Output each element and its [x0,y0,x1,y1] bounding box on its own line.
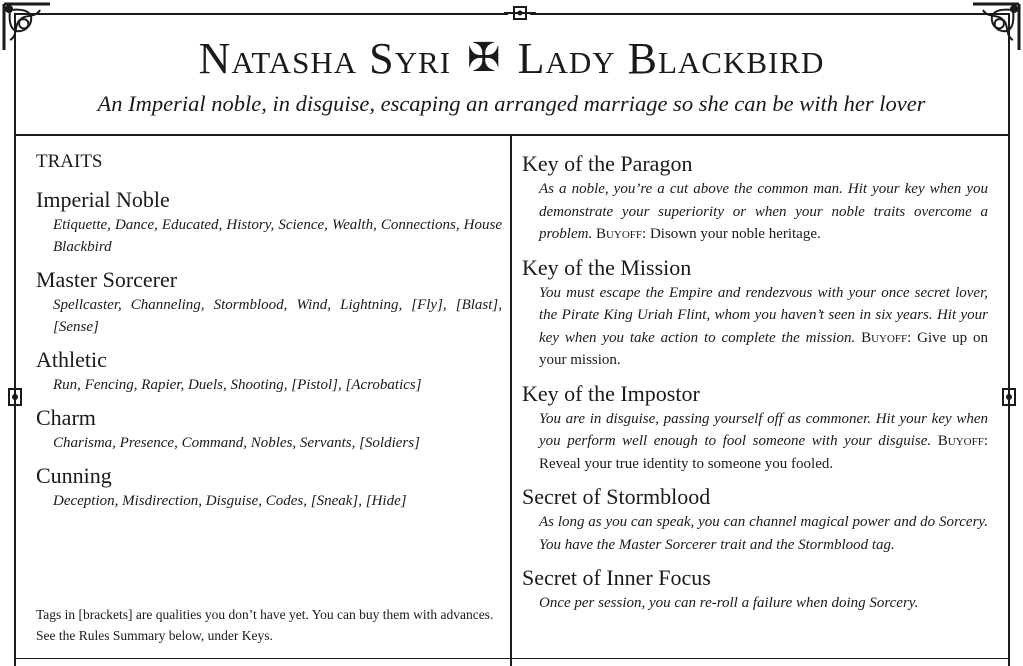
key-body [539,282,988,372]
right-side-ornament [997,375,1021,419]
trait-tags: Spellcaster, Channeling, Stormblood, Wind, Lightning, [Fly], [Blast], [Sense] [53,297,502,335]
left-side-ornament [3,375,27,419]
secret-stormblood [522,483,988,556]
trait-name: Cunning [36,463,112,488]
traits-footnote: Tags in [brackets] are qualities you don’t have yet. You can buy them with advances. See the Rules Summary below, under Keys. [36,607,494,643]
trait-tags: Run, Fencing, Rapier, Duels, Shooting, [Pistol], [Acrobatics] [53,377,422,393]
buyoff-text: Disown your noble heritage. [649,226,821,242]
character-subtitle: An Imperial noble, in disguise, escaping an arranged marriage so she can be with her lover [97,91,926,116]
key-body [539,408,988,476]
key-description: As a noble, you’re a cut above the common man. Hit your key when you demonstrate your superiority or when your noble traits overcome a problem. [539,181,988,242]
secret-body [539,511,988,556]
trait-name: Imperial Noble [36,187,170,212]
top-border-left [14,13,508,15]
secret-name: Secret of Inner Focus [522,565,711,590]
trait-athletic [36,346,502,396]
secret-body [539,592,988,615]
key-mission [522,254,988,372]
secret-name: Secret of Stormblood [522,484,711,509]
trait-name: Master Sorcerer [36,267,178,292]
buyoff-label: Buyoff: [937,433,989,449]
key-name: Key of the Mission [522,254,692,280]
character-name: Natasha Syri [198,34,452,83]
trait-tags: Charisma, Presence, Command, Nobles, Servants, [Soldiers] [53,435,420,451]
buyoff-label: Buyoff: [861,329,912,346]
keys-panel [522,150,988,623]
character-title-name: Lady Blackbird [517,34,825,83]
trait-master-sorcerer [36,266,502,338]
top-border-right [530,13,1010,15]
buyoff-text: Give up on your mission. [539,329,988,368]
secret-description: Once per session, you can re-roll a failure when doing Sorcery. [539,595,919,611]
key-body [539,178,988,246]
trait-tags: Etiquette, Dance, Educated, History, Science, Wealth, Connections, House Blackbird [53,217,502,255]
buyoff-label: Buyoff: [595,226,647,242]
column-divider [510,134,512,666]
cross-separator-icon: ✠ [467,35,502,80]
header-divider [14,134,1010,136]
key-description: You are in disguise, passing yourself off as commoner. Hit your key when you perform well enough to fool someone with your disguise. [539,410,988,449]
trait-tags: Deception, Misdirection, Disguise, Codes, [Sneak], [Hide] [53,493,407,509]
top-center-ornament [500,2,540,24]
key-name: Key of the Paragon [522,151,693,176]
character-title [0,28,1023,89]
buyoff-text: Reveal your true identity to someone you fooled. [539,455,834,472]
secret-description: As long as you can speak, you can channel magical power and do Sorcery. You have the Master Sorcerer trait and the Stormblood tag. [539,514,988,553]
trait-imperial-noble [36,186,502,258]
traits-panel [36,150,502,520]
key-description: You must escape the Empire and rendezvous with your once secret lover, the Pirate King Uriah Flint, whom you haven’t seen in six years. Hit your key when you take action to complete the mission. [539,284,988,346]
trait-name: Charm [36,405,96,430]
key-impostor [522,380,988,476]
trait-name: Athletic [36,347,107,372]
key-name: Key of the Impostor [522,380,700,406]
traits-heading: TRAITS [36,151,103,172]
trait-cunning [36,462,502,512]
key-paragon [522,150,988,246]
secret-inner-focus [522,564,988,615]
bottom-rule [14,658,1010,659]
trait-charm [36,404,502,454]
